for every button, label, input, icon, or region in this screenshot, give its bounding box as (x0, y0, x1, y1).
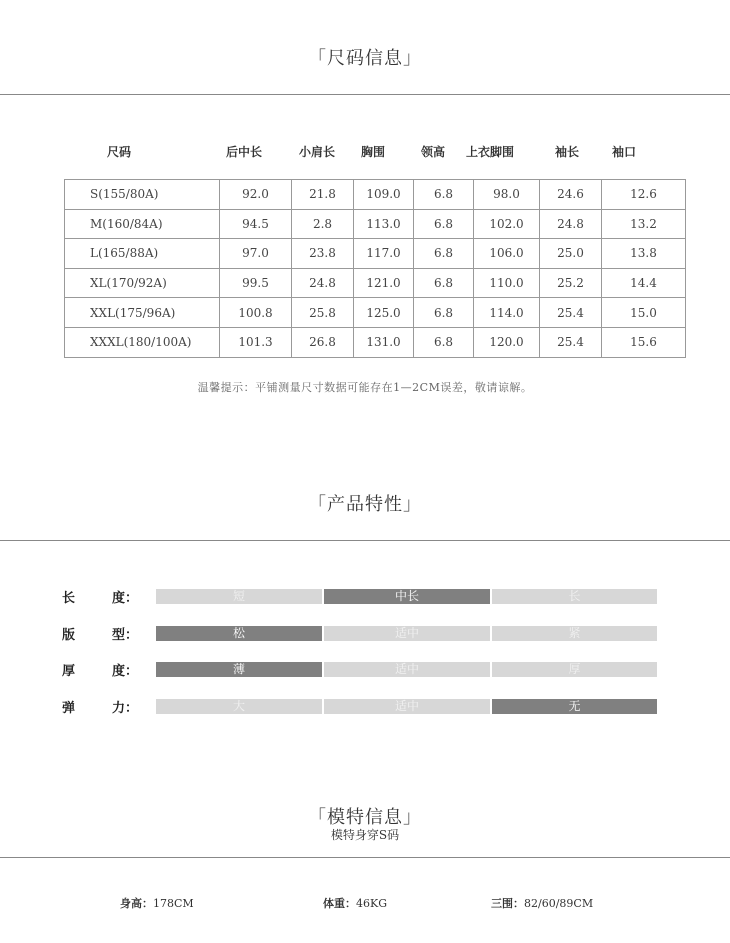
feature-option-selected: 中长 (324, 589, 490, 604)
feature-label-char: 长 (62, 591, 76, 606)
model-measurements-value: 82/60/89CM (524, 897, 594, 910)
size-value-cell: 14.4 (602, 268, 686, 298)
size-value-cell: 15.6 (602, 327, 686, 357)
model-section-title: 「模特信息」 (308, 807, 422, 828)
size-value-cell: 25.4 (540, 327, 602, 357)
size-value-cell: 24.8 (540, 209, 602, 239)
size-header-cell: 上衣脚围 (465, 145, 514, 159)
feature-section-divider (0, 540, 730, 541)
feature-row (0, 699, 730, 715)
size-value-cell: 6.8 (414, 180, 474, 210)
size-value-cell: 23.8 (292, 239, 354, 269)
size-label-cell: M(160/84A) (65, 209, 220, 239)
size-value-cell: 26.8 (292, 327, 354, 357)
feature-label-char: 型： (112, 628, 139, 643)
size-section-divider (0, 94, 730, 95)
size-row (65, 327, 686, 357)
model-section-divider (0, 857, 730, 858)
size-value-cell: 24.6 (540, 180, 602, 210)
feature-option-selected: 薄 (156, 662, 322, 677)
size-table (64, 179, 686, 358)
feature-option: 适中 (324, 699, 490, 714)
size-header-cell: 胸围 (360, 145, 385, 159)
model-weight-value: 46KG (356, 897, 388, 910)
size-value-cell: 99.5 (220, 268, 292, 298)
size-label-cell: XXXL(180/100A) (65, 327, 220, 357)
size-value-cell: 125.0 (354, 298, 414, 328)
size-header-cell: 尺码 (106, 145, 131, 159)
model-height (120, 895, 194, 911)
size-value-cell: 6.8 (414, 239, 474, 269)
size-row (65, 209, 686, 239)
feature-label-char: 弹 (62, 701, 76, 716)
size-section-title: 「尺码信息」 (308, 48, 422, 69)
feature-label-char: 厚 (62, 664, 76, 679)
model-measurements-label: 三围： (491, 897, 524, 910)
feature-label-char: 度： (112, 591, 139, 606)
size-value-cell: 12.6 (602, 180, 686, 210)
model-size-subtitle: 模特身穿S码 (330, 828, 400, 842)
size-value-cell: 121.0 (354, 268, 414, 298)
model-measurements (491, 895, 593, 911)
size-value-cell: 6.8 (414, 268, 474, 298)
size-row (65, 180, 686, 210)
size-value-cell: 2.8 (292, 209, 354, 239)
feature-row (0, 662, 730, 678)
size-value-cell: 15.0 (602, 298, 686, 328)
feature-option: 长 (492, 589, 657, 604)
size-value-cell: 25.4 (540, 298, 602, 328)
measurement-note: 温馨提示：平铺测量尺寸数据可能存在1—2CM误差，敬请谅解。 (197, 381, 533, 394)
size-label-cell: S(155/80A) (65, 180, 220, 210)
size-value-cell: 113.0 (354, 209, 414, 239)
size-value-cell: 6.8 (414, 327, 474, 357)
size-row (65, 298, 686, 328)
size-header-cell: 袖口 (611, 145, 636, 159)
feature-section-title: 「产品特性」 (308, 494, 422, 515)
feature-row (0, 626, 730, 642)
feature-label-char: 力： (112, 701, 139, 716)
feature-option: 厚 (492, 662, 657, 677)
size-value-cell: 101.3 (220, 327, 292, 357)
model-weight-label: 体重： (323, 897, 356, 910)
size-value-cell: 98.0 (474, 180, 540, 210)
size-value-cell: 25.2 (540, 268, 602, 298)
feature-label-char: 版 (62, 628, 76, 643)
size-header-cell: 小肩长 (298, 145, 335, 159)
size-value-cell: 6.8 (414, 298, 474, 328)
size-value-cell: 6.8 (414, 209, 474, 239)
size-value-cell: 110.0 (474, 268, 540, 298)
feature-row (0, 589, 730, 605)
size-row (65, 268, 686, 298)
size-value-cell: 100.8 (220, 298, 292, 328)
feature-label-char: 度： (112, 664, 139, 679)
size-label-cell: L(165/88A) (65, 239, 220, 269)
size-value-cell: 106.0 (474, 239, 540, 269)
size-value-cell: 109.0 (354, 180, 414, 210)
size-label-cell: XL(170/92A) (65, 268, 220, 298)
size-row (65, 239, 686, 269)
size-header-cell: 袖长 (554, 145, 579, 159)
size-value-cell: 25.8 (292, 298, 354, 328)
size-value-cell: 21.8 (292, 180, 354, 210)
size-value-cell: 13.8 (602, 239, 686, 269)
feature-option: 紧 (492, 626, 657, 641)
size-label-cell: XXL(175/96A) (65, 298, 220, 328)
size-value-cell: 117.0 (354, 239, 414, 269)
feature-option-selected: 松 (156, 626, 322, 641)
feature-option: 短 (156, 589, 322, 604)
size-value-cell: 102.0 (474, 209, 540, 239)
feature-option: 适中 (324, 626, 490, 641)
feature-option: 大 (156, 699, 322, 714)
size-value-cell: 114.0 (474, 298, 540, 328)
feature-option-selected: 无 (492, 699, 657, 714)
size-value-cell: 25.0 (540, 239, 602, 269)
model-height-value: 178CM (153, 897, 194, 910)
model-height-label: 身高： (120, 897, 153, 910)
size-value-cell: 94.5 (220, 209, 292, 239)
size-value-cell: 120.0 (474, 327, 540, 357)
size-value-cell: 13.2 (602, 209, 686, 239)
size-value-cell: 131.0 (354, 327, 414, 357)
size-value-cell: 92.0 (220, 180, 292, 210)
size-header-cell: 领高 (420, 145, 445, 159)
size-header-cell: 后中长 (225, 145, 262, 159)
size-value-cell: 24.8 (292, 268, 354, 298)
feature-option: 适中 (324, 662, 490, 677)
size-value-cell: 97.0 (220, 239, 292, 269)
model-weight (323, 895, 387, 911)
